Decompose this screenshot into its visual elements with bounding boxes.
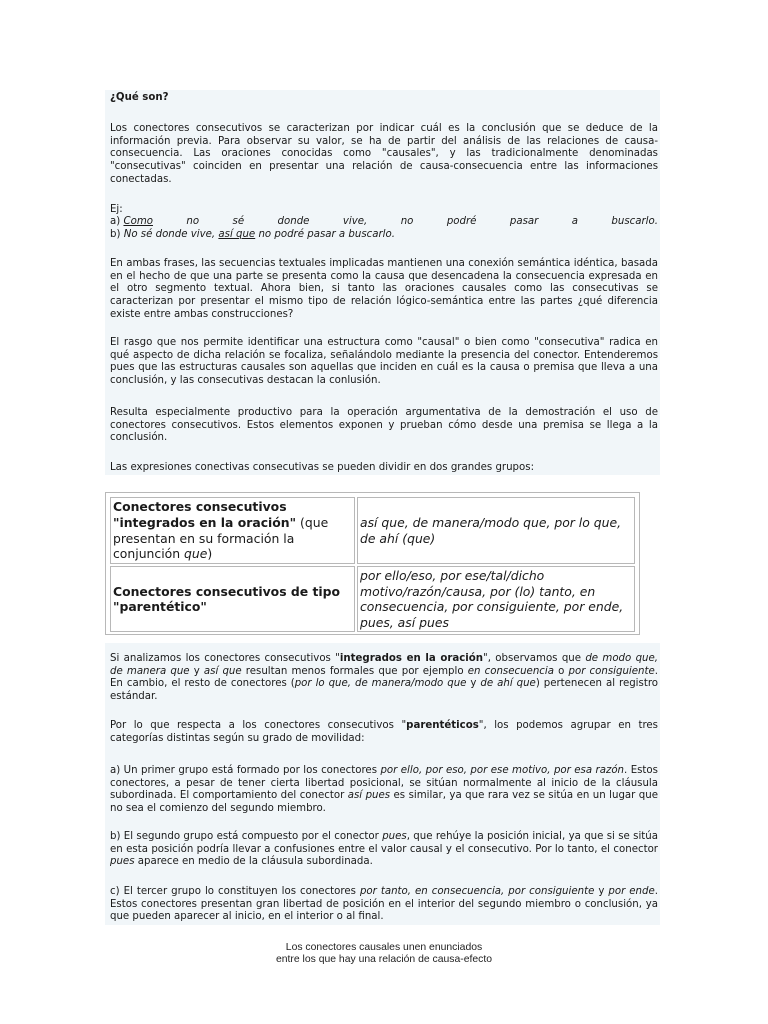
analysis-italic-5: por lo que, de manera/modo que [294, 678, 467, 690]
analysis-text-2: ", observamos que [483, 653, 586, 664]
parenthetic-intro-text-2: ", los podemos agrupar en tres categorías distintas según su grado de movilidad: [110, 720, 658, 744]
connectors-table [105, 492, 640, 635]
parenthetic-label-bold: Conectores consecutivos de tipo "parentético" [113, 583, 341, 615]
group-a-text-3: es similar, ya que rara vez se sitúa en un lugar que no sea el comienzo del segundo miembro. [110, 790, 658, 815]
table-row [110, 566, 635, 632]
table-cell-parenthetic-label [110, 566, 355, 632]
table-cell-integrated-examples: así que, de manera/modo que, por lo que, de ahí (que) [357, 497, 635, 564]
analysis-text-1: Si analizamos los conectores consecutivos " [110, 653, 340, 664]
group-a-italic-2: así pues [347, 790, 391, 802]
table-cell-parenthetic-examples: por ello/eso, por ese/tal/dicho motivo/razón/causa, por (lo) tanto, en consecuencia, por consiguiente, por ende, pues, así pues [357, 566, 635, 632]
group-b-italic-1: pues [382, 831, 407, 842]
example-a-word: no [186, 216, 200, 227]
integrated-label-rest: (que presentan en su formación la conjunción [113, 514, 329, 562]
caption-line-2: entre los que hay una relación de causa-efecto [275, 954, 493, 966]
integrated-label-close: ) [207, 546, 213, 562]
analysis-italic-2: así que [203, 665, 242, 677]
paragraph-groups: Las expresiones conectivas consecutivas se pueden dividir en dos grandes grupos: [110, 462, 534, 473]
analysis-text-4: resultan menos formales que por ejemplo [241, 665, 468, 677]
integrated-label-bold: Conectores consecutivos "integrados en la oración" [113, 499, 297, 530]
example-label: Ej: [110, 204, 123, 215]
analysis-italic-4: por consiguiente [568, 665, 655, 677]
example-a-word: pasar [509, 216, 539, 227]
paragraph-feature: El rasgo que nos permite identificar una estructura como "causal" o bien como "consecutiva" radica en qué aspecto de dicha relación se focaliza, señalándolo mediante la presencia del conector. Entenderemos pues que las estructuras causales son aquellas que inciden en cuál es la causa o premisa que lleva a una conclusión, y las consecutivas destacan la conlusión. [110, 337, 658, 387]
integrated-label-italic: que [184, 546, 208, 562]
example-b-before: No sé donde vive, [123, 229, 216, 240]
group-b-italic-2: pues [110, 856, 135, 868]
parenthetic-intro-text-1: Por lo que respecta a los conectores consecutivos " [110, 720, 407, 731]
section-heading: ¿Qué son? [110, 92, 169, 103]
parenthetic-intro [110, 720, 658, 745]
paragraph-productive: Resulta especialmente productivo para la operación argumentativa de la demostración el uso de conectores consecutivos. Estos elementos exponen y prueban cómo desde una premisa se llega a la conclusión. [110, 407, 658, 444]
example-a-word: vive, [342, 216, 368, 227]
analysis-italic-6: de ahí que [480, 678, 536, 690]
parenthetic-intro-bold: parentéticos [406, 720, 479, 731]
image-caption [0, 942, 768, 967]
caption-line-1: Los conectores causales unen enunciados [285, 942, 483, 953]
example-a-word: donde [277, 216, 310, 227]
paragraph-both: En ambas frases, las secuencias textuales implicadas mantienen una conexión semántica idéntica, basada en el hecho de que una parte se presenta como la causa que desencadena la consecuencia expresada en el otro segmento textual. Ahora bien, si tanto las oraciones causales como las consecutivas se caracterizan por presentar el mismo tipo de relación lógico-semántica entre las partes ¿qué diferencia existe entre ambas construcciones? [110, 258, 658, 320]
group-a-text-2: . Estos conectores, a pesar de tener cierta libertad posicional, se sitúan normalmente al inicio de la cláusula subordinada. El comportamiento del conector [110, 765, 658, 802]
example-a-connector: Como [123, 216, 153, 227]
intro-paragraph: Los conectores consecutivos se caracterizan por indicar cuál es la conclusión que se deduce de la información previa. Para observar su valor, se ha de partir del análisis de las relaciones de causa-consecuencia. Las oraciones conocidas como "causales", y las tradicionalmente denominadas "consecutivas" coinciden en presentar una relación de causa-consecuencia entre las informaciones conectadas. [110, 123, 658, 185]
example-a-word: no [400, 216, 414, 227]
example-a-word: a [571, 216, 578, 227]
analysis-bold-1: integrados en la oración [339, 653, 484, 664]
group-c-italic-2: por ende [608, 886, 655, 897]
group-b-text-3: aparece en medio de la cláusula subordinada. [134, 856, 373, 868]
analysis-paragraph [110, 653, 658, 704]
analysis-italic-1: de modo que, de manera que [110, 653, 659, 677]
group-b-text-1: b) El segundo grupo está compuesto por el conector [110, 831, 383, 842]
analysis-text-5: o [553, 665, 569, 677]
example-a-word: buscarlo. [611, 216, 658, 227]
analysis-text-7: y [466, 678, 481, 690]
example-a-word: sé [232, 216, 245, 227]
group-c-paragraph [110, 886, 658, 924]
group-a-italic-1: por ello, por eso, por ese motivo, por esa razón [380, 765, 625, 776]
analysis-italic-3: en consecuencia [467, 665, 554, 677]
example-b-after: no podré pasar a buscarlo. [258, 229, 395, 240]
analysis-text-6: . En cambio, el resto de conectores ( [110, 665, 658, 690]
group-c-text-1: c) El tercer grupo lo constituyen los conectores [110, 886, 360, 897]
group-a-text-1: a) Un primer grupo está formado por los conectores [110, 765, 381, 776]
group-c-text-3: . Estos conectores presentan gran libertad de posición en el interior del segundo miembro o conclusión, ya que pueden aparecer al inicio, en el interior o al final. [110, 886, 658, 923]
group-b-text-2: , que rehúye la posición inicial, ya que si se sitúa en esta posición podría llevar a confusiones entre el valor causal y el consecutivo. Por lo tanto, el conector [110, 831, 658, 855]
analysis-text-8: ) pertenecen al registro estándar. [110, 678, 659, 703]
analysis-text-3: y [189, 665, 204, 677]
table-row [110, 497, 635, 564]
example-b-connector: así que [218, 229, 256, 240]
group-b-paragraph [110, 831, 658, 869]
example-a [110, 216, 658, 229]
group-a-paragraph [110, 765, 658, 816]
example-b-prefix: b) [110, 229, 121, 240]
table-cell-integrated-label [110, 497, 355, 564]
example-a-word: podré [446, 216, 477, 227]
example-a-prefix: a) [110, 216, 121, 227]
example-b [110, 229, 658, 242]
group-c-text-2: y [594, 886, 609, 897]
group-c-italic-1: por tanto, en consecuencia, por consiguiente [359, 886, 595, 897]
